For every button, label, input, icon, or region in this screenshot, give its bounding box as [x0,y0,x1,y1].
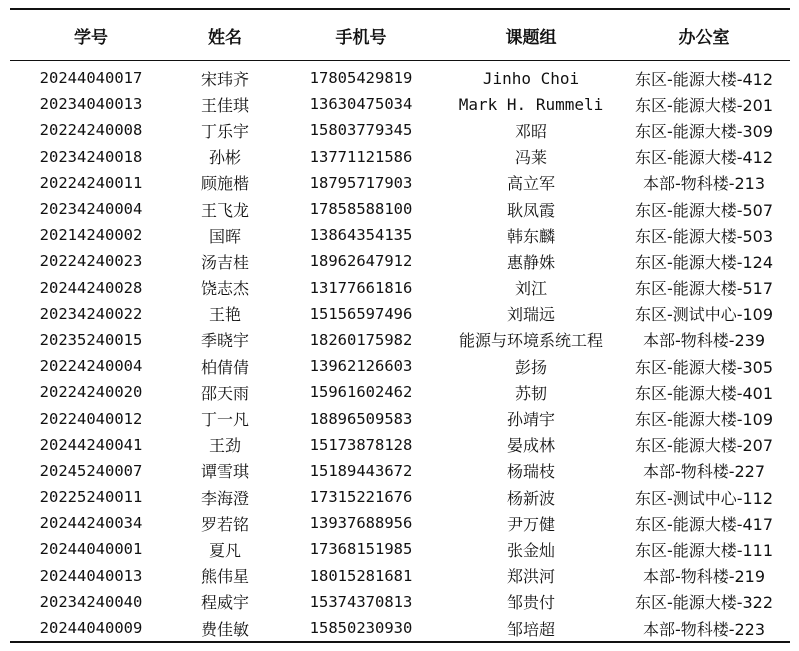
table-row [10,301,790,327]
cell-student-id: 20234240018 [39,147,143,166]
table-row [10,327,790,353]
cell-student-id: 20234240022 [39,304,143,323]
cell-student-id: 20224240008 [39,121,143,140]
header-office: 办公室 [618,9,790,61]
cell-research-group: 韩东麟 [506,226,555,246]
cell-name: 夏凡 [208,540,241,560]
cell-office: 东区-能源大楼-401 [634,383,774,403]
cell-student-id: 20224240004 [39,357,143,376]
table-row [10,510,790,536]
cell-name: 王艳 [208,305,241,325]
table-row [10,563,790,589]
cell-research-group: 杨瑞枝 [506,462,555,482]
cell-phone: 13962126603 [309,357,413,376]
cell-name: 饶志杰 [200,279,249,299]
table-body [10,61,790,643]
cell-student-id: 20244240034 [39,514,143,533]
table-row [10,458,790,484]
cell-research-group: 尹万健 [506,514,555,534]
cell-name: 熊伟星 [200,567,249,587]
header-phone: 手机号 [278,9,444,61]
cell-phone: 13177661816 [309,278,413,297]
cell-student-id: 20224240023 [39,252,143,271]
cell-research-group: Jinho Choi [482,68,580,88]
table-row [10,589,790,615]
cell-phone: 17858588100 [309,200,413,219]
header-student-id: 学号 [10,9,172,61]
cell-phone: 15156597496 [309,304,413,323]
cell-office: 东区-能源大楼-207 [634,436,774,456]
table-row [10,170,790,196]
cell-research-group: 苏韧 [514,383,547,403]
cell-phone: 13630475034 [309,95,413,114]
cell-research-group: 高立军 [506,174,555,194]
cell-name: 罗若铭 [200,514,249,534]
cell-office: 本部-物科楼-219 [642,567,766,587]
table-row [10,405,790,431]
cell-name: 国晖 [208,226,241,246]
cell-phone: 15374370813 [309,592,413,611]
cell-research-group: 刘江 [514,279,547,299]
cell-phone: 15173878128 [309,435,413,454]
cell-office: 本部-物科楼-213 [642,174,766,194]
cell-office: 东区-能源大楼-109 [634,410,774,430]
cell-research-group: 杨新波 [506,488,555,508]
cell-office: 东区-能源大楼-412 [634,69,774,89]
cell-student-id: 20244240041 [39,435,143,454]
table-row [10,432,790,458]
cell-name: 邵天雨 [200,383,249,403]
cell-phone: 15850230930 [278,615,444,642]
cell-office: 东区-能源大楼-201 [634,95,774,115]
cell-office: 东区-能源大楼-417 [634,514,774,534]
table-row [10,222,790,248]
cell-phone: 18962647912 [309,252,413,271]
cell-name: 程威宇 [200,593,249,613]
table-row [10,117,790,143]
cell-phone: 15961602462 [309,383,413,402]
cell-phone: 18260175982 [309,330,413,349]
table-header [10,9,790,61]
cell-student-id: 20214240002 [39,226,143,245]
cell-phone: 13864354135 [309,226,413,245]
cell-research-group: 张金灿 [506,540,555,560]
table-row [10,484,790,510]
cell-name: 季晓宇 [200,331,249,351]
cell-research-group: 郑洪河 [506,567,555,587]
cell-office: 东区-能源大楼-322 [634,593,774,613]
cell-name: 宋玮齐 [200,69,249,89]
table-row [10,91,790,117]
cell-student-id: 20244240028 [39,278,143,297]
cell-research-group: 冯莱 [514,148,547,168]
header-row [10,9,790,61]
cell-name: 丁乐宇 [200,121,249,141]
cell-name: 顾施楷 [200,174,249,194]
cell-office: 东区-能源大楼-124 [634,252,774,272]
table-row [10,615,790,642]
cell-student-id: 20244040009 [10,615,172,642]
cell-phone: 18795717903 [309,173,413,192]
table-row [10,61,790,92]
cell-name: 孙彬 [208,148,241,168]
cell-phone: 18896509583 [309,409,413,428]
cell-phone: 17368151985 [309,540,413,559]
cell-name: 王佳琪 [200,95,249,115]
cell-research-group: 能源与环境系统工程 [458,331,603,351]
cell-student-id: 20224040012 [39,409,143,428]
cell-student-id: 20224240020 [39,383,143,402]
cell-student-id: 20235240015 [39,330,143,349]
cell-phone: 13937688956 [309,514,413,533]
cell-research-group: 刘瑞远 [506,305,555,325]
cell-office: 本部-物科楼-227 [642,462,766,482]
cell-research-group: 耿凤霞 [506,200,555,220]
cell-student-id: 20244040013 [39,566,143,585]
cell-office: 东区-能源大楼-111 [634,540,774,560]
student-table-sheet [10,8,790,643]
cell-office: 东区-能源大楼-503 [634,226,774,246]
cell-phone: 17315221676 [309,488,413,507]
cell-office: 本部-物科楼-223 [618,615,790,642]
cell-student-id: 20244040001 [39,540,143,559]
table-row [10,379,790,405]
cell-student-id: 20245240007 [39,461,143,480]
table-row [10,196,790,222]
cell-name: 李海澄 [200,488,249,508]
cell-office: 东区-能源大楼-412 [634,148,774,168]
cell-student-id: 20234240004 [39,200,143,219]
cell-phone: 15803779345 [309,121,413,140]
header-name: 姓名 [172,9,278,61]
cell-student-id: 20244040017 [39,69,143,88]
cell-name: 谭雪琪 [200,462,249,482]
cell-office: 本部-物科楼-239 [642,331,766,351]
table-row [10,353,790,379]
cell-name: 柏倩倩 [200,357,249,377]
cell-research-group: 邹培超 [444,615,618,642]
cell-research-group: Mark H. Rummeli [458,94,604,114]
table-row [10,275,790,301]
cell-research-group: 彭扬 [514,357,547,377]
cell-name: 王劲 [208,436,241,456]
cell-name: 王飞龙 [200,200,249,220]
cell-phone: 13771121586 [309,147,413,166]
cell-phone: 18015281681 [309,566,413,585]
table-row [10,144,790,170]
student-office-table [10,8,790,643]
cell-office: 东区-能源大楼-507 [634,200,774,220]
cell-office: 东区-测试中心-109 [634,305,774,325]
cell-student-id: 20234040013 [39,95,143,114]
cell-research-group: 晏成林 [506,436,555,456]
table-row [10,248,790,274]
cell-student-id: 20234240040 [39,592,143,611]
cell-name: 汤吉桂 [200,252,249,272]
cell-office: 东区-能源大楼-309 [634,121,774,141]
cell-name: 丁一凡 [200,410,249,430]
cell-office: 东区-能源大楼-517 [634,279,774,299]
cell-research-group: 邓昭 [514,121,547,141]
cell-phone: 17805429819 [309,69,413,88]
cell-name: 费佳敏 [172,615,278,642]
table-row [10,536,790,562]
cell-student-id: 20224240011 [39,173,143,192]
cell-research-group: 孙靖宇 [506,410,555,430]
cell-research-group: 邹贵付 [506,593,555,613]
cell-office: 东区-测试中心-112 [634,488,774,508]
cell-office: 东区-能源大楼-305 [634,357,774,377]
cell-student-id: 20225240011 [39,488,143,507]
header-research-group: 课题组 [444,9,618,61]
cell-phone: 15189443672 [309,461,413,480]
cell-research-group: 惠静姝 [506,252,555,272]
